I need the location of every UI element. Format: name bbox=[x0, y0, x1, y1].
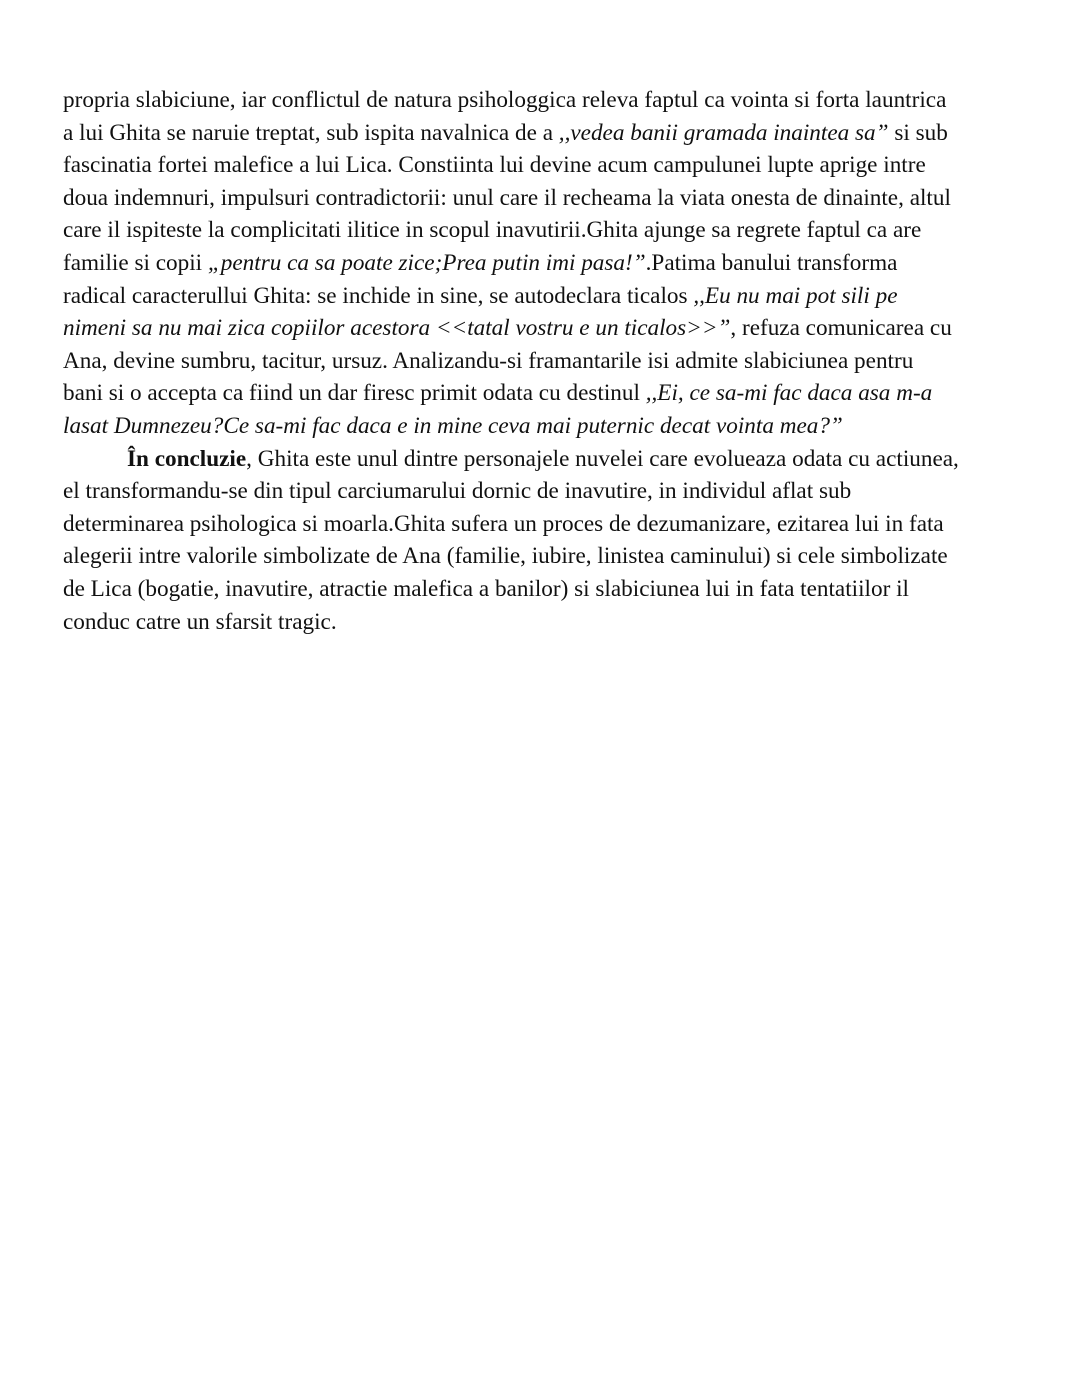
body-text: fascinatia fortei malefice a lui Lica. Constiinta lui devine acum campulunei lupte aprige intre bbox=[63, 152, 926, 179]
body-text: .Patima banului transforma bbox=[645, 249, 898, 276]
text-line bbox=[63, 247, 1023, 280]
body-text: de Lica (bogatie, inavutire, atractie malefica a banilor) si slabiciunea lui in fata tentatiilor il bbox=[63, 575, 909, 602]
paragraph-analysis bbox=[63, 84, 1023, 443]
text-line bbox=[63, 182, 1023, 215]
text-line bbox=[63, 117, 1023, 150]
quote-text: ,,Ei, ce sa-mi fac daca asa m-a bbox=[645, 380, 933, 407]
quote-text: ,,vedea banii gramada inaintea sa” bbox=[558, 119, 889, 146]
body-text: radical caracterullui Ghita: se inchide in sine, se autodeclara ticalos bbox=[63, 282, 694, 309]
body-text: doua indemnuri, impulsuri contradictorii: unul care il recheama la viata onesta de dinainte, altul bbox=[63, 184, 951, 211]
body-text: a lui Ghita se naruie treptat, sub ispita navalnica de a bbox=[63, 119, 559, 146]
text-line bbox=[63, 443, 1023, 476]
text-line bbox=[63, 377, 1023, 410]
body-text: determinarea psihologica si moarla.Ghita sufera un proces de dezumanizare, ezitarea lui in fata bbox=[63, 510, 944, 537]
quote-text: lasat Dumnezeu?Ce sa-mi fac daca e in mine ceva mai puternic decat vointa mea?” bbox=[63, 412, 843, 439]
body-text: conduc catre un sfarsit tragic. bbox=[63, 608, 337, 635]
text-line bbox=[63, 606, 1023, 639]
text-line bbox=[63, 540, 1023, 573]
text-line bbox=[63, 508, 1023, 541]
text-line bbox=[63, 280, 1023, 313]
text-line bbox=[63, 149, 1023, 182]
body-text: care il ispiteste la complicitati ilitice in scopul inavutirii.Ghita ajunge sa regrete faptul ca are bbox=[63, 217, 922, 244]
quote-text: „pentru ca sa poate zice;Prea putin imi pasa!” bbox=[207, 249, 646, 276]
body-text: alegerii intre valorile simbolizate de Ana (familie, iubire, linistea caminului) si cele simbolizate bbox=[63, 543, 948, 570]
text-line bbox=[63, 573, 1023, 606]
body-text: , Ghita este unul dintre personajele nuvelei care evolueaza odata cu actiunea, bbox=[246, 445, 959, 472]
body-text: familie si copii bbox=[63, 249, 208, 276]
text-line bbox=[63, 345, 1023, 378]
body-text: propria slabiciune, iar conflictul de natura psihologgica releva faptul ca vointa si forta launtrica bbox=[63, 87, 947, 113]
text-line bbox=[63, 84, 1023, 117]
text-line bbox=[63, 312, 1023, 345]
quote-text: ,,Eu nu mai pot sili pe bbox=[693, 282, 898, 309]
body-text: Ana, devine sumbru, tacitur, ursuz. Analizandu-si framantarile isi admite slabiciunea pentru bbox=[63, 347, 914, 374]
body-text: , refuza comunicarea cu bbox=[730, 315, 952, 342]
quote-text: nimeni sa nu mai zica copiilor acestora <<tatal vostru e un ticalos>>” bbox=[63, 315, 731, 342]
text-line bbox=[63, 214, 1023, 247]
body-text: el transformandu-se din tipul carciumarului dornic de inavutire, in individul aflat sub bbox=[63, 478, 852, 505]
body-text: si sub bbox=[888, 119, 948, 146]
bold-heading-text: În concluzie bbox=[127, 445, 247, 472]
text-line bbox=[63, 475, 1023, 508]
document-text bbox=[63, 84, 1023, 638]
paragraph-conclusion bbox=[63, 443, 1023, 639]
text-line bbox=[63, 410, 1023, 443]
body-text: bani si o accepta ca fiind un dar firesc primit odata cu destinul bbox=[63, 380, 646, 407]
